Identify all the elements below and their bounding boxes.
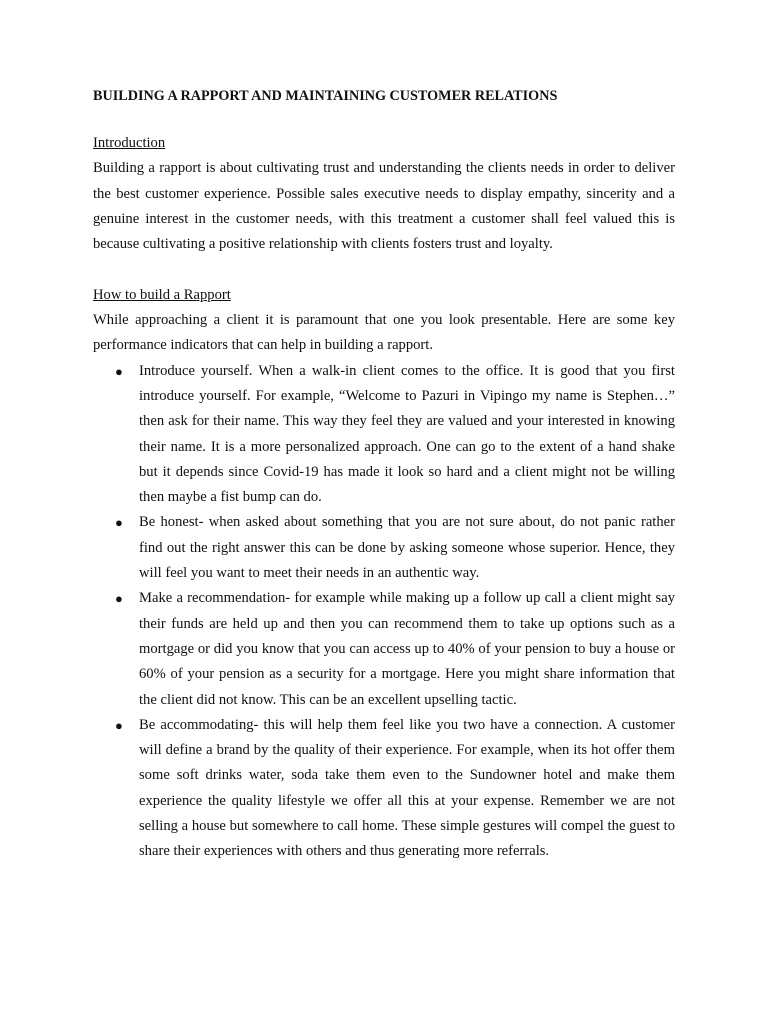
document-page	[93, 86, 675, 865]
bullet-icon: ●	[115, 515, 123, 531]
introduction-paragraph: Building a rapport is about cultivating trust and understanding the clients needs in order to deliver the best customer experience. Possible sales executive needs to display empathy, sincerity and a genuine interest in the customer needs, with this treatment a customer shall feel valued this is because cultivating a positive relationship with clients fosters trust and loyalty.	[93, 160, 675, 253]
tips-list	[93, 359, 675, 865]
list-item	[93, 713, 675, 865]
how-to-build-paragraph: While approaching a client it is paramount that one you look presentable. Here are some key performance indicators that can help in building a rapport.	[93, 312, 675, 354]
list-item-text: Make a recommendation- for example while making up a follow up call a client might say their funds are held up and then you can recommend them to take up options such as a mortgage or did you know that you can access up to 40% of your pension to buy a house or 60% of your pension as a security for a mortgage. Here you might share information that the client did not know. This can be an excellent upselling tactic.	[139, 590, 675, 708]
list-item	[93, 510, 675, 586]
list-item-text: Introduce yourself. When a walk-in client comes to the office. It is good that you first introduce yourself. For example, “Welcome to Pazuri in Vipingo my name is Stephen…” then ask for their name. This way they feel they are valued and your interested in knowing their name. It is a more personalized approach. One can go to the extent of a hand shake but it depends since Covid-19 has made it look so hard and a client might not be willing then maybe a fist bump can do.	[139, 362, 675, 506]
bullet-icon: ●	[115, 717, 123, 733]
document-title: BUILDING A RAPPORT AND MAINTAINING CUSTOMER RELATIONS	[93, 88, 558, 104]
list-item-text: Be honest- when asked about something that you are not sure about, do not panic rather find out the right answer this can be done by asking someone whose superior. Hence, they will feel you want to meet their needs in an authentic way.	[139, 514, 675, 582]
list-item-text: Be accommodating- this will help them feel like you two have a connection. A customer will define a brand by the quality of their experience. For example, when its hot offer them some soft drinks water, soda take them even to the Sundowner hotel and make them experience the quality lifestyle we offer all this at your expense. Remember we are not selling a house but somewhere to call home. These simple gestures will compel the guest to share their experiences with others and thus generating more referrals.	[139, 716, 675, 860]
list-item	[93, 359, 675, 511]
bullet-icon: ●	[115, 363, 123, 379]
section-heading-how-to-build: How to build a Rapport	[93, 286, 231, 303]
section-heading-introduction: Introduction	[93, 135, 166, 151]
list-item	[93, 586, 675, 712]
bullet-icon: ●	[115, 591, 123, 607]
paragraph-spacer	[93, 257, 675, 282]
